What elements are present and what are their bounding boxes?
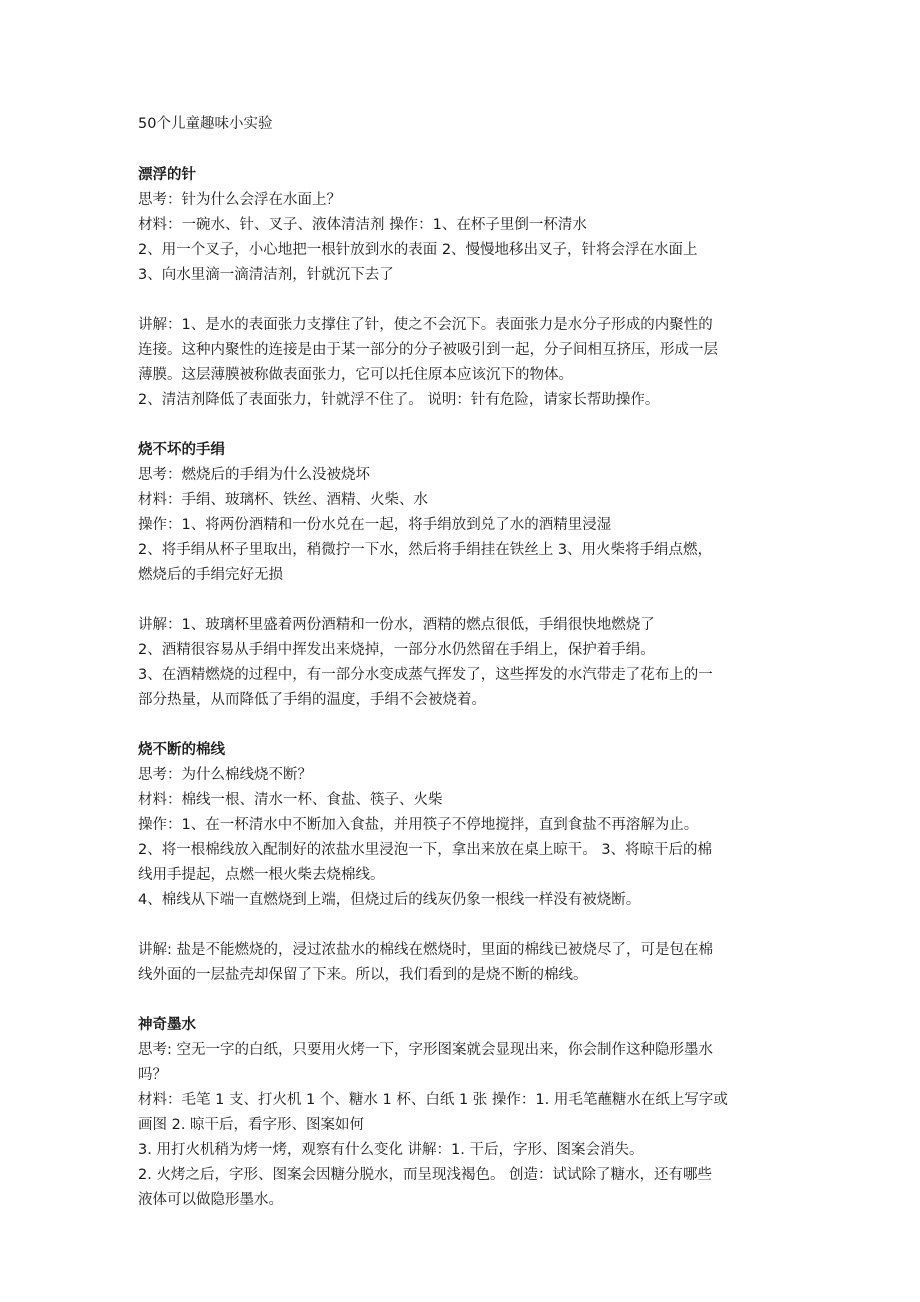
text-line: 思考：针为什么会浮在水面上？ xyxy=(138,192,341,208)
text-line: 讲解：1、是水的表面张力支撑住了针，使之不会沉下。表面张力是水分子形成的内聚性的 xyxy=(138,317,713,333)
paragraph xyxy=(138,938,786,988)
text-line: 材料：手绢、玻璃杯、铁丝、酒精、火柴、水 xyxy=(138,492,428,508)
document-page xyxy=(138,112,786,1213)
paragraph xyxy=(138,188,786,288)
text-line: 4、棉线从下端一直燃烧到上端，但烧过后的线灰仍象一根线一样没有被烧断。 xyxy=(138,892,641,908)
text-line: 3、在酒精燃烧的过程中，有一部分水变成蒸气挥发了，这些挥发的水汽带走了花布上的一 xyxy=(138,667,713,683)
text-line: 思考：为什么棉线烧不断？ xyxy=(138,767,312,783)
text-line: 3. 用打火机稍为烤一烤，观察有什么变化 讲解：1. 干后，字形、图案会消失。 xyxy=(138,1142,644,1158)
text-line: 线外面的一层盐壳却保留了下来。所以，我们看到的是烧不断的棉线。 xyxy=(138,967,588,983)
section-heading: 烧不断的棉线 xyxy=(138,742,225,758)
section-heading: 漂浮的针 xyxy=(138,167,196,183)
text-line: 材料：棉线一根、清水一杯、食盐、筷子、火柴 xyxy=(138,792,443,808)
paragraph xyxy=(138,463,786,588)
section xyxy=(138,438,786,713)
text-line: 部分热量，从而降低了手绢的温度，手绢不会被烧着。 xyxy=(138,692,486,708)
text-line: 3、向水里滴一滴清洁剂，针就沉下去了 xyxy=(138,267,394,283)
text-line: 2、将手绢从杯子里取出，稍微拧一下水，然后将手绢挂在铁丝上 3、用火柴将手绢点燃， xyxy=(138,542,713,558)
text-line: 连接。这种内聚性的连接是由于某一部分的分子被吸引到一起，分子间相互挤压，形成一层 xyxy=(138,342,718,358)
section xyxy=(138,1013,786,1213)
text-line: 薄膜。这层薄膜被称做表面张力，它可以托住原本应该沉下的物体。 xyxy=(138,367,573,383)
text-line: 2、酒精很容易从手绢中挥发出来烧掉，一部分水仍然留在手绢上，保护着手绢。 xyxy=(138,642,655,658)
text-line: 燃烧后的手绢完好无损 xyxy=(138,567,283,583)
text-line: 2、清洁剂降低了表面张力，针就浮不住了。 说明：针有危险，请家长帮助操作。 xyxy=(138,392,660,408)
text-line: 线用手提起，点燃一根火柴去烧棉线。 xyxy=(138,867,385,883)
text-line: 操作：1、将两份酒精和一份水兑在一起，将手绢放到兑了水的酒精里浸湿 xyxy=(138,517,612,533)
text-line: 液体可以做隐形墨水。 xyxy=(138,1192,283,1208)
document-title: 50个儿童趣味小实验 xyxy=(138,116,273,132)
text-line: 2、用一个叉子，小心地把一根针放到水的表面 2、慢慢地移出叉子，针将会浮在水面上 xyxy=(138,242,698,258)
paragraph xyxy=(138,313,786,413)
text-line: 思考: 空无一字的白纸，只要用火烤一下，字形图案就会显现出来，你会制作这种隐形墨水 xyxy=(138,1042,713,1058)
text-line: 吗？ xyxy=(138,1067,167,1083)
section xyxy=(138,738,786,988)
section-heading: 神奇墨水 xyxy=(138,1017,196,1033)
text-line: 材料：一碗水、针、叉子、液体清洁剂 操作：1、在杯子里倒一杯清水 xyxy=(138,217,587,233)
document-body xyxy=(138,163,786,1213)
text-line: 讲解：1、玻璃杯里盛着两份酒精和一份水，酒精的燃点很低，手绢很快地燃烧了 xyxy=(138,617,655,633)
section xyxy=(138,163,786,413)
text-line: 讲解: 盐是不能燃烧的，浸过浓盐水的棉线在燃烧时，里面的棉线已被烧尽了，可是包在棉 xyxy=(138,942,713,958)
text-line: 2. 火烤之后，字形、图案会因糖分脱水，而呈现浅褐色。 创造：试试除了糖水，还有哪些 xyxy=(138,1167,713,1183)
paragraph xyxy=(138,763,786,913)
paragraph xyxy=(138,1038,786,1213)
text-line: 2、将一根棉线放入配制好的浓盐水里浸泡一下，拿出来放在桌上晾干。 3、将晾干后的棉 xyxy=(138,842,713,858)
section-heading: 烧不坏的手绢 xyxy=(138,442,225,458)
text-line: 材料：毛笔 1 支、打火机 1 个、糖水 1 杯、白纸 1 张 操作：1. 用毛笔蘸糖水在纸上写字或 xyxy=(138,1092,728,1108)
text-line: 操作：1、在一杯清水中不断加入食盐，并用筷子不停地搅拌，直到食盐不再溶解为止。 xyxy=(138,817,699,833)
paragraph xyxy=(138,613,786,713)
text-line: 画图 2. 晾干后，看字形、图案如何 xyxy=(138,1117,365,1133)
text-line: 思考：燃烧后的手绢为什么没被烧坏 xyxy=(138,467,370,483)
